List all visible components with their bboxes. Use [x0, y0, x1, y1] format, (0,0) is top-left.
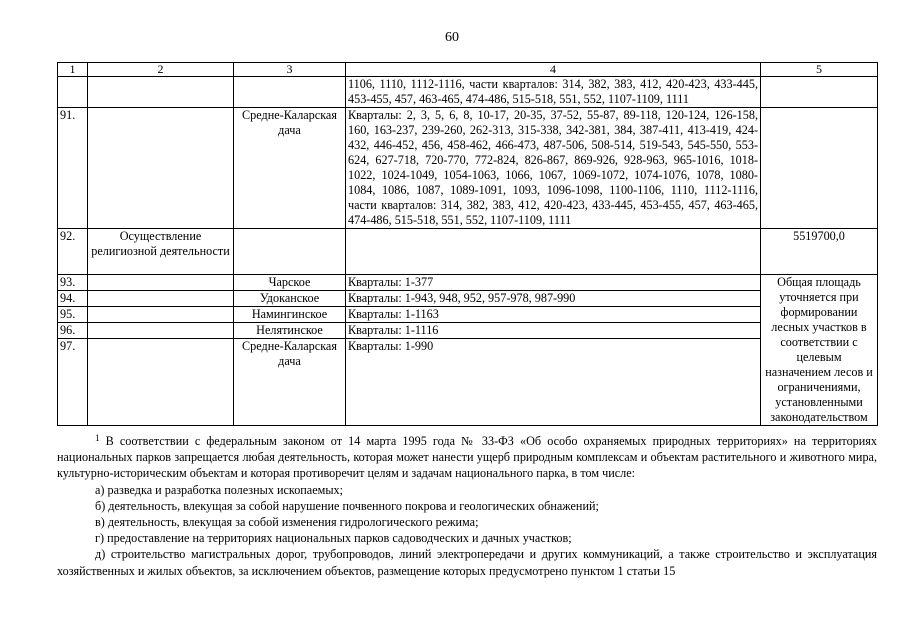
table-row [58, 291, 878, 307]
column-header: 2 [88, 63, 234, 77]
area-cell [761, 77, 878, 108]
quarters-cell: Кварталы: 1-943, 948, 952, 957-978, 987-990 [346, 291, 761, 307]
row-number: 97. [58, 339, 88, 426]
footnote-intro-text: В соответствии с федеральным законом от 14 марта 1995 года № 33-ФЗ «Об особо охраняемых природных территориях» на территориях национальных парков запрещается любая деятельность, которая может нанести ущерб природным комплексам и объектам растительного и животного мира, культурно-историческим объектам и которая противоречит целям и задачам национального парка, в том числе: [57, 434, 877, 481]
quarters-cell: 1106, 1110, 1112-1116, части кварталов: 314, 382, 383, 412, 420-423, 433-445, 453-455, 457, 463-465, 474-486, 515-518, 551, 552, 1107-1109, 1111 [346, 77, 761, 108]
table-header-row [58, 63, 878, 77]
quarters-cell: Кварталы: 2, 3, 5, 6, 8, 10-17, 20-35, 37-52, 55-87, 89-118, 120-124, 126-158, 160, 163-237, 239-260, 262-313, 315-338, 342-381, 384, 387-411, 413-419, 424-432, 446-452, 456, 458-462, 466-473, 487-506, 508-514, 519-543, 545-550, 553-624, 627-718, 720-770, 772-824, 826-867, 869-926, 928-963, 965-1016, 1018-1022, 1024-1049, 1054-1063, 1066, 1067, 1069-1072, 1074-1076, 1078, 1080-1084, 1086, 1087, 1089-1091, 1093, 1096-1098, 1100-1106, 1110, 1112-1116, части кварталов: 314, 382, 383, 412, 420-423, 433-445, 453-455, 457, 463-465, 474-486, 515-518, 551, 552, 1107-1109, 1111 [346, 108, 761, 229]
table-row [58, 108, 878, 229]
quarters-cell: Кварталы: 1-1163 [346, 307, 761, 323]
table-row [58, 323, 878, 339]
purpose-cell [88, 275, 234, 291]
column-header: 5 [761, 63, 878, 77]
page-number: 60 [445, 30, 459, 45]
table-row [58, 339, 878, 426]
quarters-cell [346, 229, 761, 275]
quarters-cell: Кварталы: 1-377 [346, 275, 761, 291]
area-cell: 5519700,0 [761, 229, 878, 275]
table-row [58, 275, 878, 291]
footnote-mark: 1 [95, 433, 100, 443]
row-number: 94. [58, 291, 88, 307]
purpose-cell [88, 77, 234, 108]
quarters-cell: Кварталы: 1-1116 [346, 323, 761, 339]
purpose-cell [88, 108, 234, 229]
purpose-cell [88, 291, 234, 307]
footnote-intro [57, 433, 877, 482]
forestry-cell: Нелятинское [234, 323, 346, 339]
forestry-cell: Намингинское [234, 307, 346, 323]
row-number: 96. [58, 323, 88, 339]
row-number: 93. [58, 275, 88, 291]
forestry-cell [234, 77, 346, 108]
row-number: 95. [58, 307, 88, 323]
zoning-table [57, 62, 878, 426]
purpose-cell [88, 323, 234, 339]
table-row [58, 77, 878, 108]
purpose-cell: Осуществление религиозной деятельности [88, 229, 234, 275]
footnote [57, 433, 877, 579]
forestry-cell [234, 229, 346, 275]
footnote-item-b: б) деятельность, влекущая за собой нарушение почвенного покрова и геологических обнажений; [95, 498, 599, 513]
column-header: 1 [58, 63, 88, 77]
column-header: 4 [346, 63, 761, 77]
footnote-item-d: д) строительство магистральных дорог, трубопроводов, линий электропередачи и других коммуникаций, а также строительство и эксплуатация хозяйственных и жилых объектов, за исключением объектов, размещение которых предусмотрено пунктом 1 статьи 15 [57, 547, 877, 578]
footnote-item-v: в) деятельность, влекущая за собой изменения гидрологического режима; [95, 515, 479, 530]
forestry-cell: Средне-Каларская дача [234, 108, 346, 229]
row-number [58, 77, 88, 108]
table-row [58, 229, 878, 275]
forestry-cell: Средне-Каларская дача [234, 339, 346, 426]
purpose-cell [88, 339, 234, 426]
forestry-cell: Удоканское [234, 291, 346, 307]
row-number: 92. [58, 229, 88, 275]
row-number: 91. [58, 108, 88, 229]
footnote-item-a: а) разведка и разработка полезных ископаемых; [95, 482, 344, 497]
table-row [58, 307, 878, 323]
purpose-cell [88, 307, 234, 323]
forestry-cell: Чарское [234, 275, 346, 291]
footnote-item-g: г) предоставление на территориях национальных парков садоводческих и дачных участков; [95, 531, 572, 546]
area-note-cell: Общая площадь уточняется при формировании лесных участков в соответствии с целевым назначением лесов и ограничениями, установленными законодательством [761, 275, 878, 426]
area-cell [761, 108, 878, 229]
quarters-cell: Кварталы: 1-990 [346, 339, 761, 426]
column-header: 3 [234, 63, 346, 77]
